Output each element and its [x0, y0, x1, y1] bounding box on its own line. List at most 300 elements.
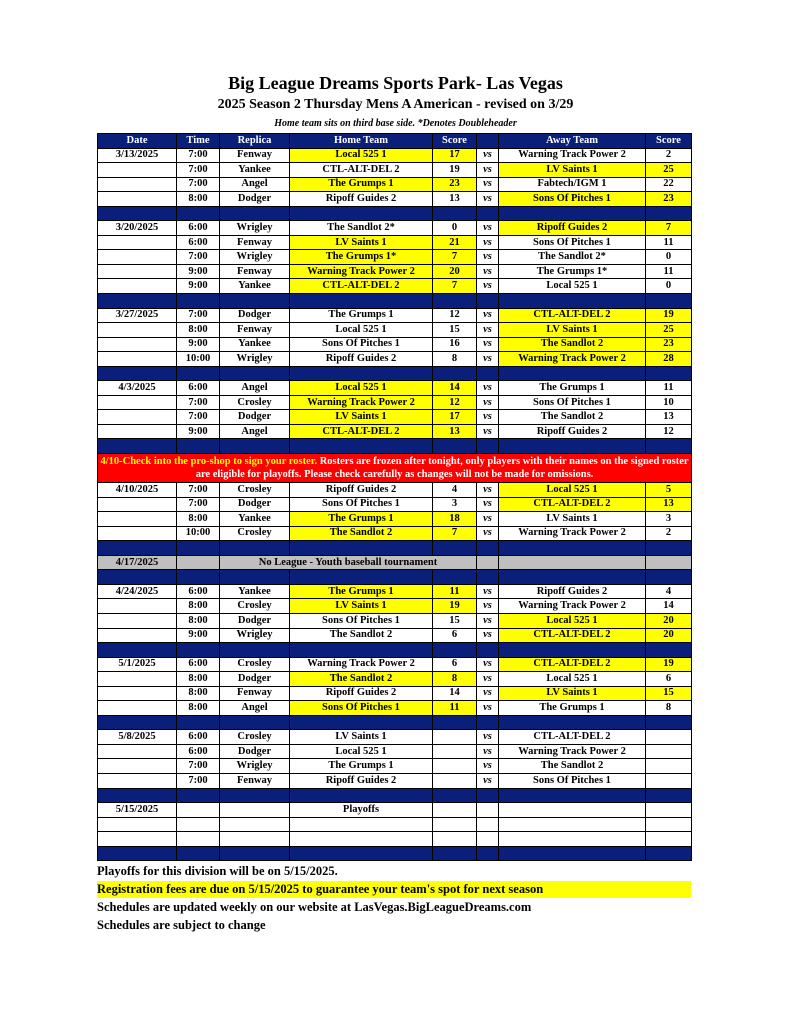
replica-cell: Dodger [220, 410, 290, 425]
vs-cell: vs [477, 759, 499, 774]
away-score-cell: 8 [646, 701, 692, 716]
date-cell [98, 279, 177, 294]
separator-cell [646, 541, 692, 556]
replica-cell: Wrigley [220, 250, 290, 265]
vs-cell: vs [477, 279, 499, 294]
away-score-cell: 12 [646, 424, 692, 439]
separator-cell [499, 643, 646, 658]
away-score-cell: 11 [646, 381, 692, 396]
home-team-cell: The Grumps 1 [290, 584, 433, 599]
empty-row [98, 832, 692, 847]
away-score-cell: 5 [646, 483, 692, 498]
separator-cell [499, 206, 646, 221]
home-score-cell: 18 [433, 512, 477, 527]
separator-cell [646, 439, 692, 454]
time-cell: 6:00 [177, 744, 220, 759]
replica-cell: Yankee [220, 512, 290, 527]
home-team-cell: Ripoff Guides 2 [290, 773, 433, 788]
replica-cell: Dodger [220, 672, 290, 687]
header-time: Time [177, 134, 220, 149]
home-score-cell: 15 [433, 613, 477, 628]
separator-cell [433, 439, 477, 454]
home-score-cell: 6 [433, 657, 477, 672]
time-cell: 7:00 [177, 410, 220, 425]
schedule-body [98, 148, 692, 861]
home-team-cell: CTL-ALT-DEL 2 [290, 279, 433, 294]
away-team-cell [499, 555, 646, 570]
empty-row [98, 817, 692, 832]
date-cell [98, 352, 177, 367]
time-cell: 7:00 [177, 250, 220, 265]
home-team-cell: Ripoff Guides 2 [290, 483, 433, 498]
vs-cell: vs [477, 526, 499, 541]
separator-cell [177, 439, 220, 454]
replica-cell: Fenway [220, 235, 290, 250]
time-cell: 8:00 [177, 686, 220, 701]
game-row [98, 235, 692, 250]
date-cell [98, 599, 177, 614]
week-separator [98, 206, 692, 221]
vs-cell: vs [477, 744, 499, 759]
date-cell [98, 672, 177, 687]
header-home-score: Score [433, 134, 477, 149]
separator-cell [290, 366, 433, 381]
date-cell [98, 701, 177, 716]
time-cell [177, 803, 220, 818]
separator-cell [290, 439, 433, 454]
home-team-cell: CTL-ALT-DEL 2 [290, 424, 433, 439]
home-score-cell: 12 [433, 308, 477, 323]
separator-cell [290, 643, 433, 658]
footer-line: Schedules are updated weekly on our website at LasVegas.BigLeagueDreams.com [97, 900, 532, 915]
separator-cell [477, 366, 499, 381]
page-subtitle: 2025 Season 2 Thursday Mens A American - revised on 3/29 [217, 97, 574, 112]
separator-cell [477, 846, 499, 861]
separator-cell [220, 541, 290, 556]
time-cell: 8:00 [177, 613, 220, 628]
empty-cell [646, 832, 692, 847]
playoffs-label: Playoffs [290, 803, 433, 818]
away-team-cell: CTL-ALT-DEL 2 [499, 308, 646, 323]
separator-cell [177, 570, 220, 585]
away-score-cell: 23 [646, 337, 692, 352]
game-row [98, 395, 692, 410]
away-team-cell: Warning Track Power 2 [499, 744, 646, 759]
home-score-cell: 23 [433, 177, 477, 192]
home-team-cell: Warning Track Power 2 [290, 657, 433, 672]
time-cell: 10:00 [177, 526, 220, 541]
separator-cell [646, 366, 692, 381]
away-team-cell: The Sandlot 2* [499, 250, 646, 265]
replica-cell: Crosley [220, 657, 290, 672]
separator-cell [177, 294, 220, 309]
vs-cell: vs [477, 337, 499, 352]
away-score-cell: 3 [646, 512, 692, 527]
empty-cell [499, 817, 646, 832]
game-row [98, 701, 692, 716]
game-row [98, 424, 692, 439]
vs-cell: vs [477, 672, 499, 687]
home-score-cell: 13 [433, 424, 477, 439]
away-score-cell: 25 [646, 163, 692, 178]
separator-cell [433, 206, 477, 221]
away-score-cell: 7 [646, 221, 692, 236]
vs-cell: vs [477, 192, 499, 207]
separator-cell [499, 294, 646, 309]
replica-cell: Crosley [220, 599, 290, 614]
home-score-cell: 11 [433, 584, 477, 599]
separator-cell [98, 846, 177, 861]
separator-cell [290, 570, 433, 585]
separator-cell [220, 439, 290, 454]
home-score-cell: 4 [433, 483, 477, 498]
away-team-cell: LV Saints 1 [499, 512, 646, 527]
date-cell [98, 337, 177, 352]
time-cell: 8:00 [177, 701, 220, 716]
away-team-cell: Warning Track Power 2 [499, 148, 646, 163]
home-team-cell: The Grumps 1 [290, 177, 433, 192]
date-cell [98, 192, 177, 207]
home-score-cell: 11 [433, 701, 477, 716]
away-score-cell: 14 [646, 599, 692, 614]
home-score-cell [433, 730, 477, 745]
playoffs-row [98, 803, 692, 818]
separator-cell [220, 715, 290, 730]
footer-line: Schedules are subject to change [97, 918, 266, 933]
replica-cell: Crosley [220, 526, 290, 541]
game-row [98, 686, 692, 701]
separator-cell [290, 541, 433, 556]
empty-cell [433, 817, 477, 832]
vs-cell: vs [477, 221, 499, 236]
date-cell [98, 526, 177, 541]
separator-cell [433, 643, 477, 658]
date-cell [98, 613, 177, 628]
away-score-cell: 22 [646, 177, 692, 192]
away-team-cell [499, 803, 646, 818]
separator-cell [290, 846, 433, 861]
home-team-cell: The Grumps 1 [290, 512, 433, 527]
separator-cell [290, 294, 433, 309]
away-team-cell: CTL-ALT-DEL 2 [499, 657, 646, 672]
separator-cell [433, 541, 477, 556]
header-note: Home team sits on third base side. *Denotes Doubleheader [274, 118, 517, 129]
header-vs [477, 134, 499, 149]
vs-cell: vs [477, 177, 499, 192]
away-team-cell: Ripoff Guides 2 [499, 221, 646, 236]
time-cell: 6:00 [177, 235, 220, 250]
away-score-cell: 19 [646, 308, 692, 323]
separator-cell [433, 846, 477, 861]
empty-cell [220, 817, 290, 832]
separator-cell [499, 788, 646, 803]
away-team-cell: Local 525 1 [499, 672, 646, 687]
replica-cell: Fenway [220, 773, 290, 788]
home-team-cell: Ripoff Guides 2 [290, 192, 433, 207]
home-score-cell [433, 773, 477, 788]
date-cell [98, 512, 177, 527]
home-score-cell: 3 [433, 497, 477, 512]
replica-cell: Dodger [220, 308, 290, 323]
away-score-cell: 4 [646, 584, 692, 599]
time-cell: 8:00 [177, 599, 220, 614]
separator-cell [98, 788, 177, 803]
game-row [98, 308, 692, 323]
away-team-cell: Warning Track Power 2 [499, 599, 646, 614]
separator-cell [220, 366, 290, 381]
away-score-cell [646, 773, 692, 788]
date-cell: 5/8/2025 [98, 730, 177, 745]
away-team-cell: The Grumps 1 [499, 381, 646, 396]
time-cell: 7:00 [177, 773, 220, 788]
time-cell: 10:00 [177, 352, 220, 367]
date-cell: 4/17/2025 [98, 555, 177, 570]
replica-cell: Yankee [220, 337, 290, 352]
replica-cell: Fenway [220, 323, 290, 338]
home-team-cell: The Sandlot 2 [290, 672, 433, 687]
empty-cell [98, 817, 177, 832]
date-cell: 3/20/2025 [98, 221, 177, 236]
vs-cell: vs [477, 250, 499, 265]
away-team-cell: The Grumps 1 [499, 701, 646, 716]
home-team-cell: Sons Of Pitches 1 [290, 613, 433, 628]
date-cell [98, 264, 177, 279]
game-row [98, 730, 692, 745]
vs-cell: vs [477, 773, 499, 788]
away-score-cell [646, 803, 692, 818]
vs-cell: vs [477, 613, 499, 628]
home-score-cell: 17 [433, 148, 477, 163]
home-team-cell: Sons Of Pitches 1 [290, 497, 433, 512]
date-cell [98, 177, 177, 192]
time-cell: 6:00 [177, 381, 220, 396]
replica-cell: Wrigley [220, 628, 290, 643]
away-team-cell: The Sandlot 2 [499, 410, 646, 425]
away-team-cell: Sons Of Pitches 1 [499, 192, 646, 207]
separator-cell [433, 570, 477, 585]
home-score-cell: 19 [433, 599, 477, 614]
separator-cell [499, 570, 646, 585]
away-team-cell: CTL-ALT-DEL 2 [499, 628, 646, 643]
date-cell [98, 410, 177, 425]
time-cell: 9:00 [177, 279, 220, 294]
footer-line: Registration fees are due on 5/15/2025 to guarantee your team's spot for next season [97, 881, 691, 898]
game-row [98, 497, 692, 512]
time-cell: 7:00 [177, 148, 220, 163]
home-score-cell: 14 [433, 686, 477, 701]
home-team-cell: LV Saints 1 [290, 730, 433, 745]
vs-cell: vs [477, 410, 499, 425]
vs-cell: vs [477, 686, 499, 701]
replica-cell: Angel [220, 177, 290, 192]
time-cell: 9:00 [177, 264, 220, 279]
replica-cell: Fenway [220, 686, 290, 701]
vs-cell: vs [477, 657, 499, 672]
replica-cell: Yankee [220, 584, 290, 599]
separator-cell [220, 788, 290, 803]
time-cell: 7:00 [177, 395, 220, 410]
away-score-cell [646, 555, 692, 570]
home-score-cell: 8 [433, 352, 477, 367]
time-cell: 7:00 [177, 163, 220, 178]
empty-cell [477, 817, 499, 832]
separator-cell [477, 206, 499, 221]
away-team-cell: Sons Of Pitches 1 [499, 395, 646, 410]
away-score-cell: 23 [646, 192, 692, 207]
vs-cell: vs [477, 730, 499, 745]
replica-cell: Yankee [220, 279, 290, 294]
replica-cell: Crosley [220, 483, 290, 498]
replica-cell: Angel [220, 701, 290, 716]
away-score-cell: 2 [646, 526, 692, 541]
time-cell: 9:00 [177, 628, 220, 643]
vs-cell: vs [477, 424, 499, 439]
separator-cell [477, 294, 499, 309]
empty-cell [646, 817, 692, 832]
game-row [98, 744, 692, 759]
separator-cell [499, 846, 646, 861]
away-score-cell: 13 [646, 497, 692, 512]
time-cell: 8:00 [177, 192, 220, 207]
game-row [98, 323, 692, 338]
date-cell [98, 395, 177, 410]
home-team-cell: Local 525 1 [290, 381, 433, 396]
away-team-cell: Fabtech/IGM 1 [499, 177, 646, 192]
separator-cell [220, 294, 290, 309]
page-title: Big League Dreams Sports Park- Las Vegas [228, 73, 563, 93]
game-row [98, 672, 692, 687]
replica-cell: Dodger [220, 744, 290, 759]
game-row [98, 773, 692, 788]
week-separator [98, 366, 692, 381]
separator-cell [290, 206, 433, 221]
replica-cell: Crosley [220, 395, 290, 410]
replica-cell: Angel [220, 381, 290, 396]
separator-cell [499, 715, 646, 730]
home-team-cell: The Grumps 1 [290, 759, 433, 774]
time-cell: 7:00 [177, 497, 220, 512]
empty-cell [477, 832, 499, 847]
replica-cell: Dodger [220, 613, 290, 628]
replica-cell: Angel [220, 424, 290, 439]
vs-cell: vs [477, 323, 499, 338]
separator-cell [290, 715, 433, 730]
time-cell: 9:00 [177, 424, 220, 439]
separator-cell [433, 294, 477, 309]
separator-cell [98, 715, 177, 730]
home-team-cell: The Grumps 1 [290, 308, 433, 323]
away-score-cell: 0 [646, 250, 692, 265]
home-score-cell: 0 [433, 221, 477, 236]
vs-cell: vs [477, 264, 499, 279]
away-team-cell: LV Saints 1 [499, 686, 646, 701]
replica-cell: Dodger [220, 192, 290, 207]
time-cell: 9:00 [177, 337, 220, 352]
separator-cell [499, 366, 646, 381]
vs-cell: vs [477, 584, 499, 599]
away-score-cell: 11 [646, 235, 692, 250]
empty-cell [290, 817, 433, 832]
away-team-cell: The Sandlot 2 [499, 759, 646, 774]
away-score-cell: 13 [646, 410, 692, 425]
week-separator [98, 788, 692, 803]
roster-notice-text: Rosters are frozen after tonight, only players with their names on the signed roster are eligible for playoffs. Please check carefully as changes will not be made for omissions. [195, 456, 689, 481]
separator-cell [98, 294, 177, 309]
away-team-cell: Local 525 1 [499, 483, 646, 498]
separator-cell [177, 715, 220, 730]
separator-cell [177, 643, 220, 658]
header-date: Date [98, 134, 177, 149]
home-score-cell: 13 [433, 192, 477, 207]
empty-cell [177, 817, 220, 832]
away-score-cell: 2 [646, 148, 692, 163]
separator-cell [499, 439, 646, 454]
game-row [98, 264, 692, 279]
date-cell: 4/24/2025 [98, 584, 177, 599]
home-score-cell: 20 [433, 264, 477, 279]
separator-cell [98, 439, 177, 454]
home-team-cell: Warning Track Power 2 [290, 264, 433, 279]
date-cell: 5/15/2025 [98, 803, 177, 818]
vs-cell: vs [477, 483, 499, 498]
home-score-cell: 14 [433, 381, 477, 396]
away-team-cell: Ripoff Guides 2 [499, 424, 646, 439]
home-score-cell: 15 [433, 323, 477, 338]
home-team-cell: Sons Of Pitches 1 [290, 337, 433, 352]
home-team-cell: The Grumps 1* [290, 250, 433, 265]
time-cell: 7:00 [177, 483, 220, 498]
home-team-cell: The Sandlot 2 [290, 526, 433, 541]
time-cell: 6:00 [177, 221, 220, 236]
away-score-cell: 0 [646, 279, 692, 294]
week-separator [98, 715, 692, 730]
date-cell [98, 759, 177, 774]
separator-cell [646, 715, 692, 730]
away-score-cell [646, 730, 692, 745]
roster-notice-lead: 4/10-Check into the pro-shop to sign your roster. [100, 456, 318, 468]
away-score-cell: 25 [646, 323, 692, 338]
replica-cell: Dodger [220, 497, 290, 512]
separator-cell [477, 643, 499, 658]
separator-cell [477, 541, 499, 556]
vs-cell: vs [477, 381, 499, 396]
away-score-cell [646, 759, 692, 774]
away-team-cell: LV Saints 1 [499, 323, 646, 338]
empty-cell [220, 832, 290, 847]
home-team-cell: Sons Of Pitches 1 [290, 701, 433, 716]
away-team-cell: Ripoff Guides 2 [499, 584, 646, 599]
date-cell: 4/10/2025 [98, 483, 177, 498]
away-team-cell: CTL-ALT-DEL 2 [499, 497, 646, 512]
game-row [98, 279, 692, 294]
home-team-cell: Warning Track Power 2 [290, 395, 433, 410]
empty-cell [433, 832, 477, 847]
vs-cell: vs [477, 163, 499, 178]
home-score-cell [433, 744, 477, 759]
away-team-cell: CTL-ALT-DEL 2 [499, 730, 646, 745]
header-home-team: Home Team [290, 134, 433, 149]
game-row [98, 483, 692, 498]
week-separator [98, 846, 692, 861]
time-cell: 8:00 [177, 323, 220, 338]
home-team-cell: CTL-ALT-DEL 2 [290, 163, 433, 178]
vs-cell: vs [477, 497, 499, 512]
game-row [98, 657, 692, 672]
time-cell: 6:00 [177, 730, 220, 745]
home-score-cell: 17 [433, 410, 477, 425]
separator-cell [646, 788, 692, 803]
time-cell: 8:00 [177, 512, 220, 527]
